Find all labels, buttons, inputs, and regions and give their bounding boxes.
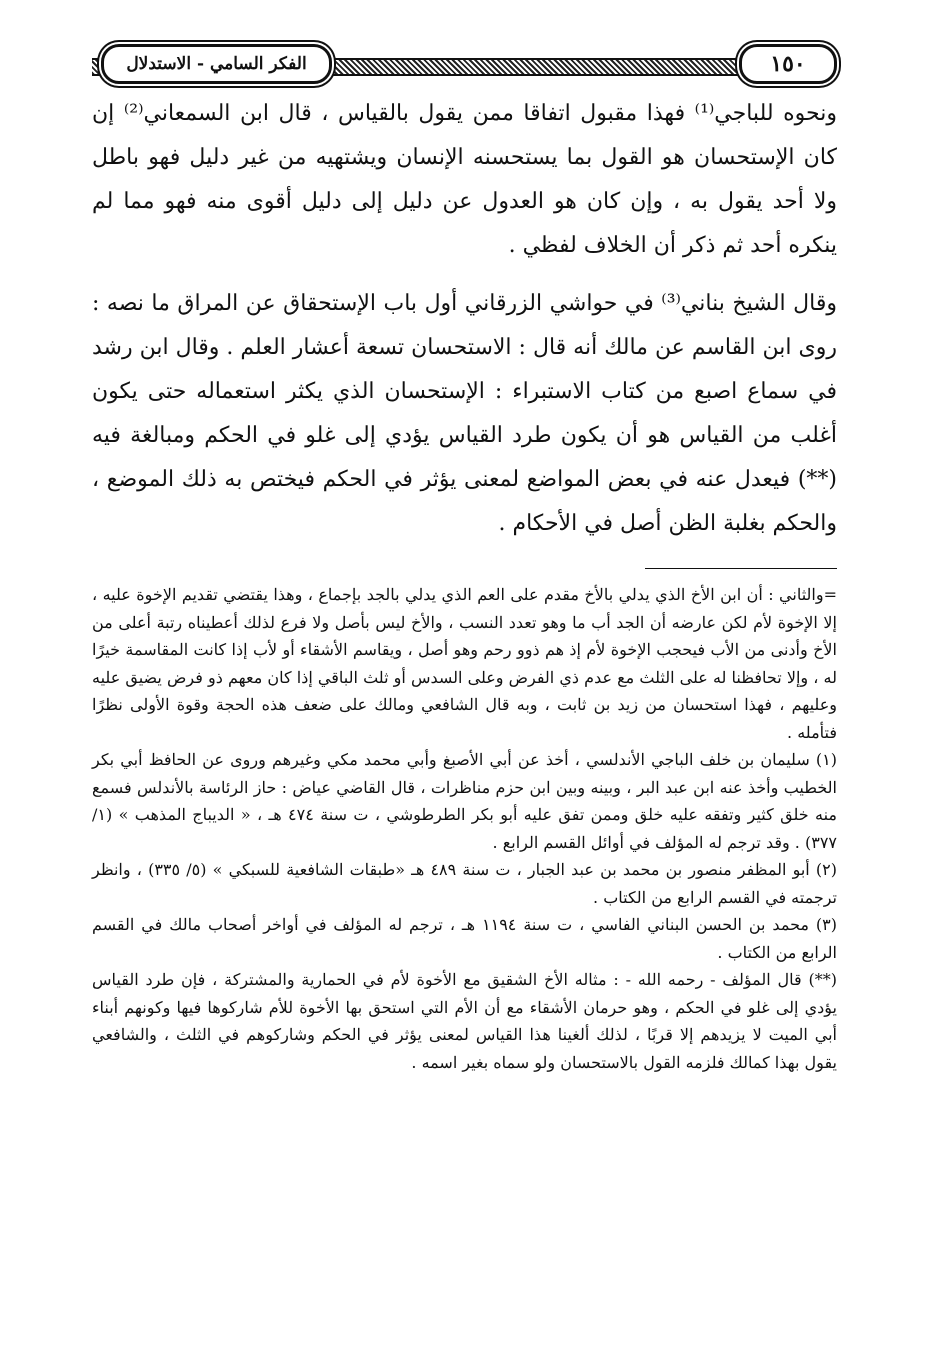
footnote-1: (١) سليمان بن خلف الباجي الأندلسي ، أخذ عن أبي الأصبغ وأبي محمد مكي وغيرهم وروى عن الحافظ أبي بكر الخطيب وأخذ عنه ابن عبد البر ، وبينه وبين ابن حزم مناظرات ، قال القاضي عياض : حاز الرئاسة بالأندلس فسمع منه خلق كثير وتفقه عليه خلق وممن تفق عليه أبو بكر الطرطوشي ، ت سنة ٤٧٤ هـ ، « الديباج المذهب » (١/ ٣٧٧) . وقد ترجم له المؤلف في أوائل القسم الرابع . xyxy=(92,750,838,852)
footnote-author-note: (**) قال المؤلف - رحمه الله - : مثاله الأخ الشقيق مع الأخوة لأم في الحمارية والمشتركة ، فإن طرد القياس يؤدي إلى غلو في الحكم ، وهو حرمان الأشقاء مع أن الأم التي استحق بها الأخوة للأم شاركوها فيها وكونهم أبناء أبي الميت لا يزيدهم إلا قربًا ، لذلك ألغينا هذا القياس لمعنى يؤثر في الحكم وشاركوهم في الثلث ، والشافعي يقول بهذا كمالك فلزمه القول بالاستحسان ولو سماه بغير اسمه . xyxy=(92,970,838,1072)
page xyxy=(92,30,837,1076)
body-paragraph-1: ونحوه للباجي⁽¹⁾ فهذا مقبول اتفاقا ممن يقول بالقياس ، قال ابن السمعاني⁽²⁾ إن كان الإستحسان هو القول بما يستحسنه الإنسان ويشتهيه من غير دليل فهو باطل ولا أحد يقول به ، وإن كان هو العدول عن دليل إلى دليل أقوى منه فهو مما لم ينكره أحد ثم ذكر أن الخلاف لفظي . xyxy=(92,101,837,258)
footnote-divider xyxy=(645,568,837,569)
footnote-continuation: =والثاني : أن ابن الأخ الذي يدلي بالأخ مقدم على العم الذي يدلي بالجد بإجماع ، وهذا يقتضي تقديم الإخوة عليه ، إلا الإخوة لأم لكن عارضه أن الجد أب ما وهو تعدد النسب ، والأخ ليس بأصل ولا فرع لذلك أعطيناه رتبة أعلى من الأخ وأدنى من الأب فيحجب الإخوة لأم إذ هم ذوو رحم وهو أصل ، ويقاسم الأشقاء أو لأب إذا كانت المقاسمة خيرًا له ، وإلا تحافظنا له على الثلث مع عدم ذي الفرض وعلى السدس أو ثلث الباقي إذا كان معهم ذو فرض يضيق عليه وعليهم ، فهذا استحسان من زيد بن ثابت ، وبه قال الشافعي ومالك على ضعف هذه الحجة وقوة الأولى نظرًا فتأمله . xyxy=(92,585,838,742)
body-paragraph-2: وقال الشيخ بناني⁽³⁾ في حواشي الزرقاني أول باب الإستحقاق عن المراق ما نصه : روى ابن القاسم عن مالك أنه قال : الاستحسان تسعة أعشار العلم . وقال ابن رشد في سماع اصبع من كتاب الاستبراء : الإستحسان الذي يكثر استعماله حتى يكون أغلب من القياس هو أن يكون طرد القياس يؤدي إلى غلو في الحكم ومبالغة فيه (**) فيعدل عنه في بعض المواضع لمعنى يؤثر في الحكم فيختص به ذلك الموضع ، والحكم بغلبة الظن أصل في الأحكام . xyxy=(92,291,837,536)
footnote-3: (٣) محمد بن الحسن البناني الفاسي ، ت سنة ١١٩٤ هـ ، ترجم له المؤلف في أواخر أصحاب مالك في القسم الرابع من الكتاب . xyxy=(92,915,837,962)
footnote-2: (٢) أبو المظفر منصور بن محمد بن عبد الجبار ، ت سنة ٤٨٩ هـ «طبقات الشافعية للسبكي » (٥/ ٣٣٥) ، وانظر ترجمته في القسم الرابع من الكتاب . xyxy=(92,860,838,907)
running-header xyxy=(92,30,837,86)
page-number: ١٥٠ xyxy=(739,44,837,84)
running-title: الفكر السامي - الاستدلال xyxy=(101,44,332,84)
